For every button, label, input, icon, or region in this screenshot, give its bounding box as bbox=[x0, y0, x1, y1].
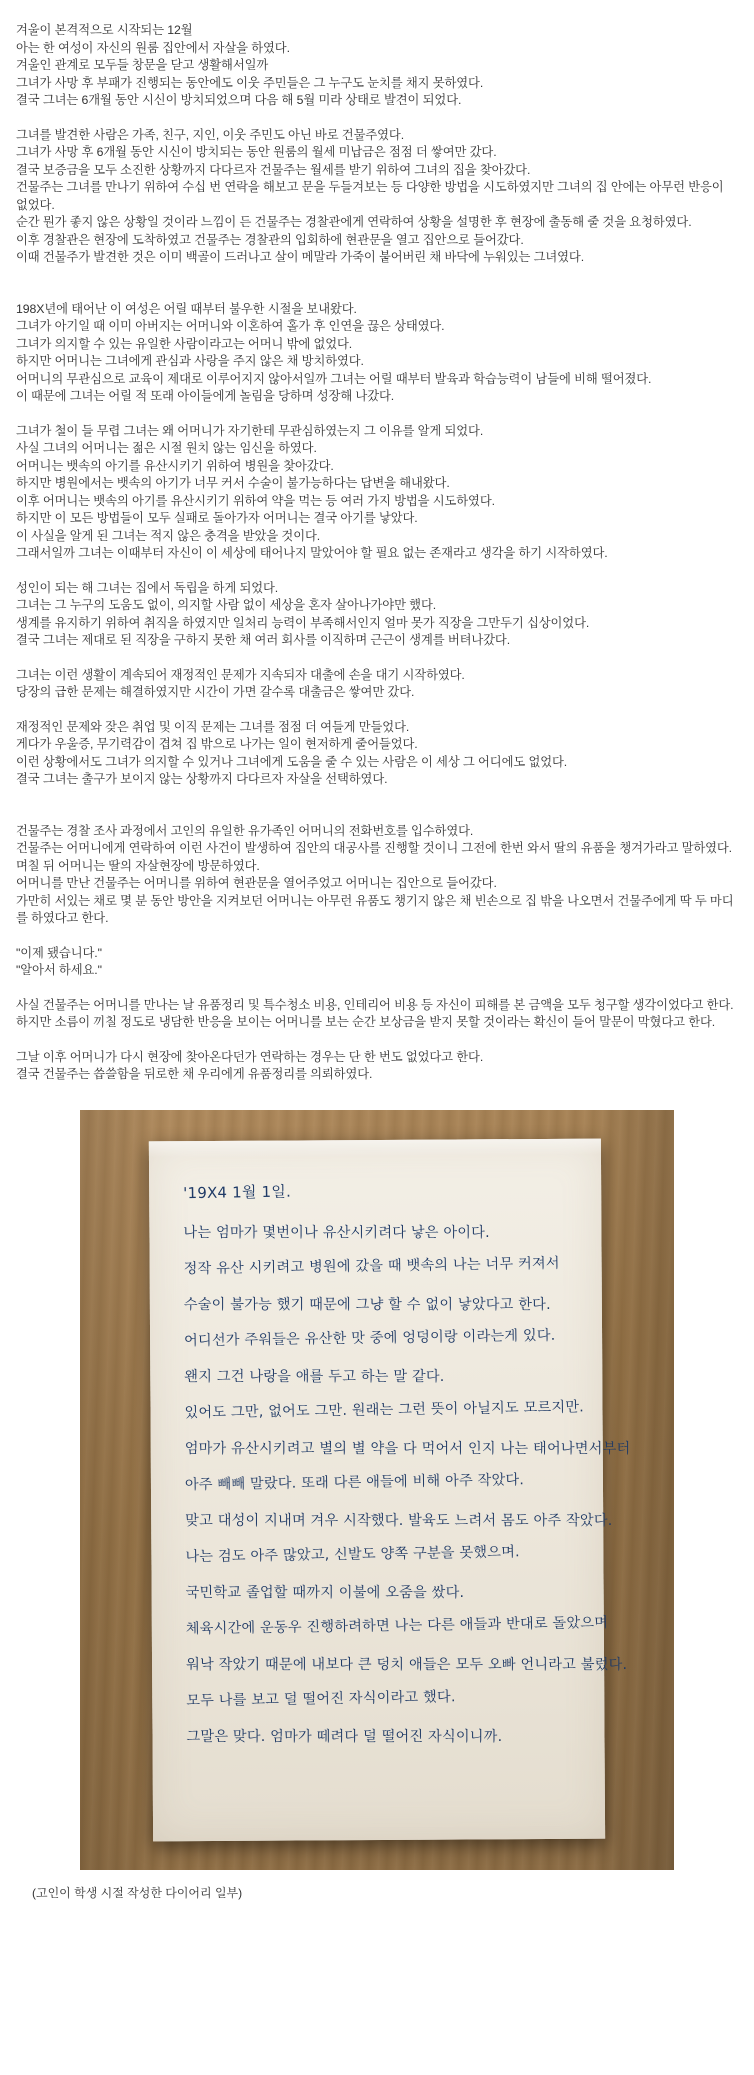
paragraph-line: 겨울이 본격적으로 시작되는 12월 bbox=[16, 23, 193, 37]
paragraph-line: 겨울인 관계로 모두들 창문을 닫고 생활해서일까 bbox=[16, 58, 269, 72]
paragraph-line: 성인이 되는 해 그녀는 집에서 독립을 하게 되었다. bbox=[16, 580, 279, 595]
story-paragraph bbox=[16, 1049, 738, 1084]
paragraph-text bbox=[16, 667, 738, 702]
paragraph-line: 이 때문에 그녀는 어릴 적 또래 아이들에게 놀림을 당하며 성장해 나갔다. bbox=[16, 389, 395, 403]
paragraph-line: 그녀가 사망 후 6개월 동안 시신이 방치되는 동안 원룸의 월세 미납금은 점점 더 쌓여만 갔다. bbox=[16, 145, 497, 159]
photo-caption: (고인이 학생 시절 작성한 다이어리 일부) bbox=[32, 1885, 243, 1900]
story-paragraph bbox=[16, 719, 738, 789]
paragraph-line: 그녀는 그 누구의 도움도 없이, 의지할 사람 없이 세상을 혼자 살아나가야만 했다. bbox=[16, 598, 437, 612]
paragraph-text bbox=[16, 719, 738, 789]
paragraph-line: 그녀가 사망 후 부패가 진행되는 동안에도 이웃 주민들은 그 누구도 눈치를 채지 못하였다. bbox=[16, 75, 484, 90]
story-paragraph bbox=[16, 823, 738, 928]
diary-handwriting bbox=[183, 1172, 631, 1754]
paragraph-line: 가만히 서있는 채로 몇 분 동안 방안을 지켜보던 어머니는 아무런 유품도 챙기지 않은 채 빈손으로 집 밖을 나오면서 건물주에게 딱 두 마디를 하였다고 한다. bbox=[16, 893, 734, 925]
paragraph-line: 이후 어머니는 뱃속의 아기를 유산시키기 위하여 약을 먹는 등 여러 가지 방법을 시도하였다. bbox=[16, 493, 495, 508]
paragraph-text bbox=[16, 997, 738, 1032]
paragraph-line: 결국 그녀는 출구가 보이지 않는 상황까지 다다르자 자살을 선택하였다. bbox=[16, 772, 388, 786]
paragraph-line: 결국 그녀는 6개월 동안 시신이 방치되었으며 다음 해 5월 미라 상태로 발견이 되었다. bbox=[16, 93, 462, 107]
paragraph-line: 당장의 급한 문제는 해결하였지만 시간이 가면 갈수록 대출금은 쌓여만 갔다. bbox=[16, 685, 415, 699]
diary-line: 나는 검도 아주 많았고, 신발도 양쪽 구분을 못했으며. bbox=[185, 1543, 520, 1565]
paragraph-line: 아는 한 여성이 자신의 원룸 집안에서 자살을 하였다. bbox=[16, 40, 290, 55]
section-spacer bbox=[16, 284, 738, 301]
paragraph-line: 하지만 이 모든 방법들이 모두 실패로 돌아가자 어머니는 결국 아기를 낳았다. bbox=[16, 511, 418, 525]
paragraph-line: 게다가 우울증, 무기력감이 겹쳐 집 밖으로 나가는 일이 현저하게 줄어들었다. bbox=[16, 737, 418, 751]
paragraph-line: 어머니를 만난 건물주는 어머니를 위하여 현관문을 열어주었고 어머니는 집안으로 들어갔다. bbox=[16, 876, 497, 890]
story-paragraph bbox=[16, 423, 738, 563]
diary-line: 맞고 대성이 지내며 겨우 시작했다. 발육도 느려서 몸도 아주 작았다. bbox=[185, 1512, 613, 1529]
diary-line: 국민학교 졸업할 때까지 이불에 오줌을 쌌다. bbox=[185, 1584, 465, 1601]
story-paragraph bbox=[16, 127, 738, 267]
quote-line: "알아서 하세요." bbox=[16, 963, 102, 977]
diary-line: 체육시간에 운동우 진행하려하면 나는 다른 애들과 반대로 돌았으며 bbox=[185, 1614, 609, 1637]
paragraph-line: 그래서일까 그녀는 이때부터 자신이 이 세상에 태어나지 말았어야 할 필요 없는 존재라고 생각을 하기 시작하였다. bbox=[16, 546, 608, 560]
paragraph-line: 결국 건물주는 씁쓸함을 뒤로한 채 우리에게 유품정리를 의뢰하였다. bbox=[16, 1067, 373, 1081]
paragraph-text bbox=[16, 301, 738, 406]
diary-line: 엄마가 유산시키려고 별의 별 약을 다 먹어서 인지 나는 태어나면서부터 bbox=[184, 1440, 631, 1457]
paragraph-line: 어머니의 무관심으로 교육이 제대로 이루어지지 않아서일까 그녀는 어릴 때부터 발육과 학습능력이 남들에 비해 떨어졌다. bbox=[16, 371, 652, 386]
paragraph-line: 그날 이후 어머니가 다시 현장에 찾아온다던가 연락하는 경우는 단 한 번도 없었다고 한다. bbox=[16, 1049, 484, 1064]
paragraph-line: 이런 상황에서도 그녀가 의지할 수 있거나 그녀에게 도움을 줄 수 있는 사람은 이 세상 그 어디에도 없었다. bbox=[16, 754, 568, 769]
diary-line: 있어도 그만, 없어도 그만. 원래는 그런 뜻이 아닐지도 모르지만. bbox=[184, 1398, 585, 1421]
paragraph-line: 그녀를 발견한 사람은 가족, 친구, 지인, 이웃 주민도 아닌 바로 건물주였다. bbox=[16, 127, 405, 142]
paragraph-line: 하지만 소름이 끼칠 정도로 냉담한 반응을 보이는 어머니를 보는 순간 보상금을 받지 못할 것이라는 확신이 들어 말문이 막혔다고 한다. bbox=[16, 1015, 716, 1029]
paragraph-line: 이후 경찰관은 현장에 도착하였고 건물주는 경찰관의 입회하에 현관문을 열고 집안으로 들어갔다. bbox=[16, 232, 524, 247]
paragraph-line: 며칠 뒤 어머니는 딸의 자살현장에 방문하였다. bbox=[16, 858, 260, 873]
paragraph-line: 하지만 어머니는 그녀에게 관심과 사랑을 주지 않은 채 방치하였다. bbox=[16, 354, 364, 368]
paragraph-line: 이때 건물주가 발견한 것은 이미 백골이 드러나고 살이 메말라 가죽이 붙어버린 채 바닥에 누워있는 그녀였다. bbox=[16, 250, 585, 264]
paragraph-line: 생계를 유지하기 위하여 취직을 하였지만 일처리 능력이 부족해서인지 얼마 못가 직장을 그만두기 십상이었다. bbox=[16, 615, 590, 630]
paragraph-line: 그녀가 아기일 때 이미 아버지는 어머니와 이혼하여 홀가 후 인연을 끊은 상태였다. bbox=[16, 319, 445, 333]
diary-line: 워낙 작았기 때문에 내보다 큰 덩치 애들은 모두 오빠 언니라고 불렀다. bbox=[186, 1656, 628, 1673]
paragraph-text bbox=[16, 127, 738, 267]
story-quote bbox=[16, 945, 738, 980]
paragraph-line: 이 사실을 알게 된 그녀는 적지 않은 충격을 받았을 것이다. bbox=[16, 528, 321, 543]
paragraph-text bbox=[16, 823, 738, 928]
diary-line: 그말은 맞다. 엄마가 떼려다 덜 떨어진 자식이니까. bbox=[186, 1728, 503, 1745]
paragraph-line: 198X년에 태어난 이 여성은 어릴 때부터 불우한 시절을 보내왔다. bbox=[16, 301, 357, 316]
paragraph-line: 그녀는 이런 생활이 계속되어 재정적인 문제가 지속되자 대출에 손을 대기 시작하였다. bbox=[16, 667, 465, 682]
diary-line: 나는 엄마가 몇번이나 유산시키려다 낳은 아이다. bbox=[183, 1224, 490, 1241]
handwritten-diary-photo bbox=[80, 1110, 674, 1870]
diary-line: 아주 빼빼 말랐다. 또래 다른 애들에 비해 아주 작았다. bbox=[184, 1471, 525, 1493]
paragraph-line: 하지만 병원에서는 뱃속의 아기가 너무 커서 수술이 불가능하다는 답변을 해내왔다. bbox=[16, 476, 450, 490]
quote-line: "이제 됐습니다." bbox=[16, 945, 102, 960]
diary-photo-container bbox=[16, 1110, 738, 1870]
paragraph-line: 건물주는 경찰 조사 과정에서 고인의 유일한 유가족인 어머니의 전화번호를 입수하였다. bbox=[16, 823, 474, 838]
story-paragraph bbox=[16, 22, 738, 110]
diary-line: 왠지 그건 나랑을 애를 두고 하는 말 같다. bbox=[184, 1368, 445, 1385]
story-paragraph bbox=[16, 301, 738, 406]
story-paragraph bbox=[16, 667, 738, 702]
diary-line: 수술이 불가능 했기 때문에 그냥 할 수 없이 낳았다고 한다. bbox=[183, 1296, 551, 1313]
paragraph-text bbox=[16, 1049, 738, 1084]
section-spacer bbox=[16, 806, 738, 823]
diary-line: 모두 나를 보고 덜 떨어진 자식이라고 했다. bbox=[186, 1688, 456, 1709]
story-paragraph bbox=[16, 997, 738, 1032]
diary-line: '19X4 1월 1일. bbox=[183, 1182, 292, 1202]
paragraph-line: 사실 건물주는 어머니를 만나는 날 유품정리 및 특수청소 비용, 인테리어 비용 등 자신이 피해를 본 금액을 모두 청구할 생각이었다고 한다. bbox=[16, 997, 734, 1012]
paragraph-line: 사실 그녀의 어머니는 젊은 시절 원치 않는 임신을 하였다. bbox=[16, 441, 317, 455]
paragraph-line: 순간 뭔가 좋지 않은 상황일 것이라 느낌이 든 건물주는 경찰관에게 연락하여 상황을 설명한 후 현장에 출동해 줄 것을 요청하였다. bbox=[16, 215, 692, 229]
paragraph-line: 재정적인 문제와 잦은 취업 및 이직 문제는 그녀를 점점 더 여들게 만들었다. bbox=[16, 719, 410, 734]
paragraph-text bbox=[16, 22, 738, 110]
diary-line: 정작 유산 시키려고 병원에 갔을 때 뱃속의 나는 너무 커져서 bbox=[183, 1255, 560, 1277]
paragraph-line: 건물주는 그녀를 만나기 위하여 수십 번 연락을 해보고 문을 두들겨보는 등 다양한 방법을 시도하였지만 그녀의 집 안에는 아무런 반응이 없었다. bbox=[16, 180, 724, 212]
paragraph-line: 어머니는 뱃속의 아기를 유산시키기 위하여 병원을 찾아갔다. bbox=[16, 458, 334, 473]
paragraph-line: 결국 그녀는 제대로 된 직장을 구하지 못한 채 여러 회사를 이직하며 근근이 생계를 버텨나갔다. bbox=[16, 633, 511, 647]
diary-line: 어디선가 주워들은 유산한 맛 중에 엉덩이랑 이라는게 있다. bbox=[183, 1327, 556, 1349]
diary-paper bbox=[149, 1138, 631, 1841]
paragraph-text bbox=[16, 580, 738, 650]
paragraph-line: 그녀가 의지할 수 있는 유일한 사람이라고는 어머니 밖에 없었다. bbox=[16, 336, 353, 351]
story-paragraph bbox=[16, 580, 738, 650]
paragraph-line: 결국 보증금을 모두 소진한 상황까지 다다르자 건물주는 월세를 받기 위하여 그녀의 집을 찾아갔다. bbox=[16, 162, 531, 177]
paragraph-text bbox=[16, 423, 738, 563]
paragraph-line: 건물주는 어머니에게 연락하여 이런 사건이 발생하여 집안의 대공사를 진행할 것이니 그전에 한번 와서 딸의 유품을 챙겨가라고 말하였다. bbox=[16, 841, 732, 855]
paragraph-text bbox=[16, 945, 738, 980]
paragraph-line: 그녀가 철이 들 무렵 그녀는 왜 어머니가 자기한테 무관심하였는지 그 이유를 알게 되었다. bbox=[16, 423, 484, 438]
